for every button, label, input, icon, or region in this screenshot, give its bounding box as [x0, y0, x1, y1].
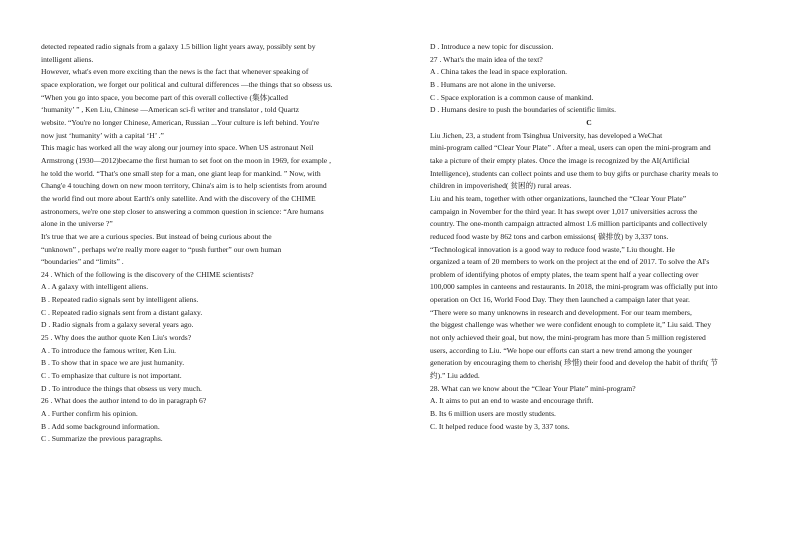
text-line: C . Repeated radio signals sent from a distant galaxy.	[41, 307, 203, 317]
text-line: D . Humans desire to push the boundaries of scientific limits.	[430, 105, 617, 115]
text-line: A . Further confirm his opinion.	[41, 409, 138, 419]
text-line: 24 . Which of the following is the discovery of the CHIME scientists?	[41, 269, 254, 279]
text-line: D . To introduce the things that obsess us very much.	[41, 383, 202, 393]
text-line: B . Add some background information.	[41, 421, 160, 431]
text-line: B . Humans are not alone in the universe.	[430, 79, 556, 89]
text-line: intelligent aliens.	[41, 54, 94, 64]
text-line: C . To emphasize that culture is not important.	[41, 371, 182, 381]
text-line: website. “You're no longer Chinese, American, Russian ...Your culture is left behind. You're	[41, 117, 320, 127]
text-line: operation on Oct 16, World Food Day. They then launched a campaign later that year.	[430, 295, 690, 305]
text-line: C . Space exploration is a common cause of mankind.	[430, 92, 594, 102]
text-line: It's true that we are a curious species. But instead of being curious about the	[41, 231, 272, 241]
text-line: “unknown” , perhaps we're really more eager to “push further” our own human	[41, 244, 282, 254]
text-line: ‘humanity’ ” , Ken Liu, Chinese —American sci-fi writer and translator , told Quartz	[41, 105, 299, 115]
text-line: “boundaries” and “limits” .	[41, 257, 124, 267]
text-line: 27 . What's the main idea of the text?	[430, 54, 543, 64]
text-line: 100,000 samples in canteens and restaurants. In 2018, the mini-program was officially put into	[430, 282, 718, 292]
text-line: country. The one-month campaign attracted almost 1.6 million participants and collectively	[430, 219, 708, 229]
text-line: B. Its 6 million users are mostly students.	[430, 409, 556, 419]
text-line: A. It aims to put an end to waste and encourage thrift.	[430, 396, 594, 406]
text-line: A . To introduce the famous writer, Ken Liu.	[41, 345, 177, 355]
question-options-continued	[430, 41, 748, 117]
text-line: 26 . What does the author intend to do in paragraph 6?	[41, 396, 207, 406]
text-line: organized a team of 20 members to work on the project at the end of 2017. To solve the AI's	[430, 257, 710, 267]
text-line: 28. What can we know about the “Clear Your Plate” mini-program?	[430, 383, 636, 393]
text-line: “There were so many unknowns in research and development. For our team members,	[430, 307, 692, 317]
text-line: However, what's even more exciting than the news is the fact that whenever speaking of	[41, 67, 309, 77]
text-line: take a picture of their empty plates. Once the image is recognized by the AI(Artificial	[430, 155, 690, 165]
text-line: Chang'e 4 touching down on new moon territory, China's aim is to help scientists from around	[41, 181, 327, 191]
text-line: Liu Jichen, 23, a student from Tsinghua University, has developed a WeChat	[430, 130, 663, 140]
text-line: D . Introduce a new topic for discussion.	[430, 42, 554, 51]
left-column	[41, 41, 375, 446]
text-line: the biggest challenge was whether we were confident enough to complete it,” Liu said. They	[430, 320, 712, 330]
text-line: Armstrong (1930—2012)became the first human to set foot on the moon in 1969, for example ,	[41, 155, 331, 165]
text-line: alone in the universe ?”	[41, 219, 113, 229]
right-column	[430, 41, 748, 433]
text-line: B . Repeated radio signals sent by intelligent aliens.	[41, 295, 199, 305]
text-line: D . Radio signals from a galaxy several years ago.	[41, 320, 194, 330]
text-line: campaign in November for the third year. It has swept over 1,017 universities across the	[430, 206, 698, 216]
section-heading: C	[586, 117, 592, 127]
passage-c	[430, 130, 748, 434]
text-line: A . China takes the lead in space exploration.	[430, 67, 568, 77]
text-line: now just ‘humanity’ with a capital ‘H’ .”	[41, 130, 164, 140]
text-line: children in impoverished( 贫困的) rural areas.	[430, 181, 572, 191]
text-line: reduced food waste by 862 tons and carbon emissions( 碳排放) by 3,337 tons.	[430, 231, 669, 241]
text-line: astronomers, we're one step closer to answering a common question in science: “Are humans	[41, 206, 324, 216]
text-line: problem of identifying photos of empty plates, the team spent half a year collecting over	[430, 269, 699, 279]
text-line: 25 . Why does the author quote Ken Liu's words?	[41, 333, 192, 343]
text-line: Intelligence), students can collect points and use them to buy gifts or purchase charity meals to	[430, 168, 719, 178]
text-line: B . To show that in space we are just humanity.	[41, 358, 185, 368]
text-line: 约).” Liu added.	[430, 371, 480, 381]
text-line: Liu and his team, together with other organizations, launched the “Clear Your Plate”	[430, 193, 687, 203]
text-line: “When you go into space, you become part of this overall collective (集体)called	[41, 92, 288, 102]
text-line: detected repeated radio signals from a galaxy 1.5 billion light years away, possibly sent by	[41, 42, 316, 51]
text-line: A . A galaxy with intelligent aliens.	[41, 282, 149, 292]
text-line: space exploration, we forget our political and cultural differences —the things that so obsess us.	[41, 79, 333, 89]
text-line: C . Summarize the previous paragraphs.	[41, 434, 163, 444]
text-line: users, according to Liu. “We hope our efforts can start a new trend among the younger	[430, 345, 693, 355]
text-line: “Technological innovation is a good way to reduce food waste,” Liu thought. He	[430, 244, 675, 254]
text-line: This magic has worked all the way along our journey into space. When US astronaut Neil	[41, 143, 314, 153]
text-line: mini-program called “Clear Your Plate” . After a meal, users can open the mini-program and	[430, 143, 711, 153]
text-line: he told the world. “That's one small step for a man, one giant leap for mankind. ” Now, with	[41, 168, 321, 178]
text-line: C. It helped reduce food waste by 3, 337 tons.	[430, 421, 570, 431]
text-line: the world find out more about Earth's only satellite. And with the discovery of the CHIME	[41, 193, 316, 203]
text-line: generation by encouraging them to cherish( 珍惜) their food and develop the habit of thrift( 节	[430, 358, 718, 368]
text-line: not only achieved their goal, but now, the mini-program has more than 5 million registered	[430, 333, 706, 343]
